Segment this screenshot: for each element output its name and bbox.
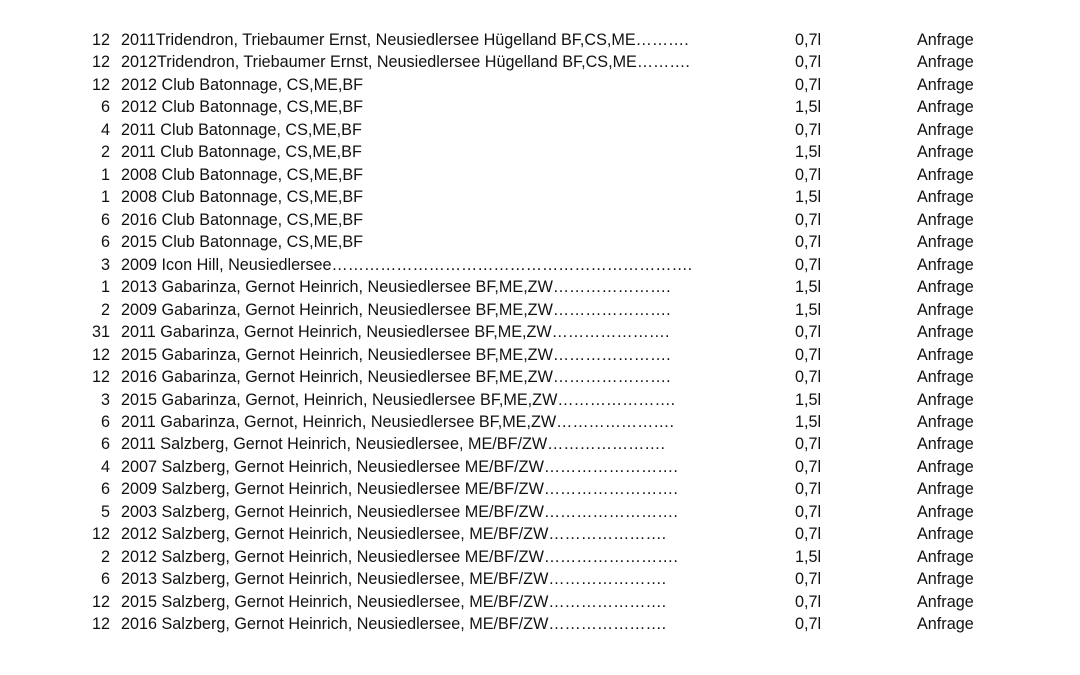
wine-description: 2011Tridendron, Triebaumer Ernst, Neusiedlersee Hügelland BF,CS,ME………. [121, 31, 689, 49]
price-on-request: Anfrage [917, 457, 974, 476]
bottle-size: 0,7l [795, 323, 822, 342]
list-item [0, 254, 1080, 276]
price-on-request: Anfrage [917, 75, 974, 94]
price-on-request: Anfrage [917, 143, 974, 162]
bottle-quantity: 12 [91, 368, 110, 387]
list-item [0, 523, 1080, 545]
wine-description: 2009 Icon Hill, Neusiedlersee…………………………………………………………. [121, 255, 693, 274]
bottle-quantity: 12 [91, 525, 110, 544]
bottle-size: 1,5l [795, 300, 822, 319]
bottle-quantity: 4 [100, 120, 110, 139]
wine-description: 2016 Salzberg, Gernot Heinrich, Neusiedlersee, ME/BF/ZW…………………. [121, 615, 667, 634]
list-item [0, 456, 1080, 478]
price-on-request: Anfrage [917, 233, 974, 252]
bottle-size: 0,7l [795, 615, 822, 634]
bottle-quantity: 12 [91, 345, 110, 364]
list-item [0, 209, 1080, 231]
bottle-quantity: 4 [100, 457, 110, 476]
bottle-size: 0,7l [795, 255, 822, 274]
bottle-size: 0,7l [795, 502, 822, 521]
wine-description: 2015 Club Batonnage, CS,ME,BF [121, 233, 364, 252]
bottle-size: 1,5l [795, 188, 822, 207]
bottle-size: 1,5l [795, 143, 822, 162]
list-item [0, 96, 1080, 118]
bottle-quantity: 6 [100, 435, 110, 454]
wine-description: 2011 Salzberg, Gernot Heinrich, Neusiedlersee, ME/BF/ZW…………………. [121, 435, 665, 454]
bottle-size: 0,7l [795, 570, 822, 589]
bottle-quantity: 1 [100, 165, 110, 184]
bottle-quantity: 1 [100, 278, 110, 297]
bottle-quantity: 31 [91, 323, 110, 342]
wine-description: 2012 Salzberg, Gernot Heinrich, Neusiedlersee, ME/BF/ZW…………………. [121, 525, 667, 544]
wine-description: 2013 Gabarinza, Gernot Heinrich, Neusiedlersee BF,ME,ZW…………………. [121, 278, 671, 297]
list-item [0, 546, 1080, 568]
bottle-quantity: 12 [91, 53, 110, 72]
wine-description: 2011 Club Batonnage, CS,ME,BF [121, 143, 362, 162]
price-on-request: Anfrage [917, 547, 974, 566]
list-item [0, 119, 1080, 141]
list-item [0, 591, 1080, 613]
bottle-quantity: 5 [100, 502, 110, 521]
price-on-request: Anfrage [917, 570, 974, 589]
price-on-request: Anfrage [917, 412, 974, 431]
bottle-quantity: 12 [91, 75, 110, 94]
list-item [0, 501, 1080, 523]
wine-description: 2012 Salzberg, Gernot Heinrich, Neusiedlersee ME/BF/ZW……………………. [121, 547, 678, 566]
bottle-quantity: 12 [91, 31, 110, 49]
price-on-request: Anfrage [917, 31, 974, 49]
list-item [0, 344, 1080, 366]
bottle-quantity: 2 [100, 300, 110, 319]
price-on-request: Anfrage [917, 592, 974, 611]
wine-description: 2015 Salzberg, Gernot Heinrich, Neusiedlersee, ME/BF/ZW…………………. [121, 592, 667, 611]
bottle-size: 1,5l [795, 412, 822, 431]
wine-price-list [0, 29, 1080, 636]
price-on-request: Anfrage [917, 300, 974, 319]
bottle-quantity: 2 [100, 547, 110, 566]
bottle-size: 0,7l [795, 210, 822, 229]
price-on-request: Anfrage [917, 525, 974, 544]
list-item [0, 299, 1080, 321]
list-item [0, 276, 1080, 298]
price-on-request: Anfrage [917, 165, 974, 184]
wine-description: 2003 Salzberg, Gernot Heinrich, Neusiedlersee ME/BF/ZW……………………. [121, 502, 678, 521]
bottle-size: 0,7l [795, 525, 822, 544]
price-on-request: Anfrage [917, 615, 974, 634]
price-on-request: Anfrage [917, 53, 974, 72]
price-on-request: Anfrage [917, 120, 974, 139]
bottle-quantity: 12 [91, 592, 110, 611]
price-on-request: Anfrage [917, 323, 974, 342]
price-on-request: Anfrage [917, 435, 974, 454]
wine-description: 2016 Club Batonnage, CS,ME,BF [121, 210, 364, 229]
bottle-quantity: 6 [100, 480, 110, 499]
bottle-size: 0,7l [795, 120, 822, 139]
list-item [0, 186, 1080, 208]
wine-description: 2012Tridendron, Triebaumer Ernst, Neusiedlersee Hügelland BF,CS,ME………. [121, 53, 690, 72]
list-item [0, 51, 1080, 73]
price-on-request: Anfrage [917, 210, 974, 229]
list-item [0, 389, 1080, 411]
list-item [0, 613, 1080, 635]
list-item [0, 366, 1080, 388]
bottle-size: 0,7l [795, 435, 822, 454]
price-on-request: Anfrage [917, 98, 974, 117]
wine-description: 2011 Club Batonnage, CS,ME,BF [121, 120, 362, 139]
wine-description: 2011 Gabarinza, Gernot, Heinrich, Neusiedlersee BF,ME,ZW…………………. [121, 412, 674, 431]
wine-description: 2009 Gabarinza, Gernot Heinrich, Neusiedlersee BF,ME,ZW…………………. [121, 300, 671, 319]
list-item [0, 29, 1080, 51]
bottle-size: 1,5l [795, 547, 822, 566]
bottle-size: 0,7l [795, 165, 822, 184]
bottle-size: 0,7l [795, 233, 822, 252]
bottle-size: 0,7l [795, 75, 822, 94]
list-item [0, 231, 1080, 253]
price-on-request: Anfrage [917, 368, 974, 387]
wine-description: 2007 Salzberg, Gernot Heinrich, Neusiedlersee ME/BF/ZW……………………. [121, 457, 678, 476]
bottle-quantity: 3 [100, 255, 110, 274]
list-item [0, 433, 1080, 455]
bottle-size: 0,7l [795, 345, 822, 364]
list-item [0, 568, 1080, 590]
bottle-quantity: 6 [100, 210, 110, 229]
bottle-size: 0,7l [795, 31, 822, 49]
price-on-request: Anfrage [917, 345, 974, 364]
list-item [0, 74, 1080, 96]
wine-description: 2008 Club Batonnage, CS,ME,BF [121, 188, 364, 207]
bottle-size: 1,5l [795, 278, 822, 297]
wine-description: 2009 Salzberg, Gernot Heinrich, Neusiedlersee ME/BF/ZW……………………. [121, 480, 678, 499]
wine-description: 2015 Gabarinza, Gernot, Heinrich, Neusiedlersee BF,ME,ZW…………………. [121, 390, 676, 409]
bottle-quantity: 6 [100, 98, 110, 117]
price-on-request: Anfrage [917, 188, 974, 207]
bottle-size: 0,7l [795, 53, 822, 72]
wine-description: 2015 Gabarinza, Gernot Heinrich, Neusiedlersee BF,ME,ZW…………………. [121, 345, 671, 364]
list-item [0, 164, 1080, 186]
list-item [0, 141, 1080, 163]
bottle-size: 1,5l [795, 390, 822, 409]
wine-description: 2016 Gabarinza, Gernot Heinrich, Neusiedlersee BF,ME,ZW…………………. [121, 368, 671, 387]
bottle-quantity: 6 [100, 412, 110, 431]
price-on-request: Anfrage [917, 502, 974, 521]
price-on-request: Anfrage [917, 278, 974, 297]
wine-description: 2012 Club Batonnage, CS,ME,BF [121, 98, 364, 117]
bottle-quantity: 6 [100, 233, 110, 252]
wine-description: 2008 Club Batonnage, CS,ME,BF [121, 165, 364, 184]
bottle-size: 1,5l [795, 98, 822, 117]
price-on-request: Anfrage [917, 390, 974, 409]
list-item [0, 478, 1080, 500]
bottle-quantity: 12 [91, 615, 110, 634]
bottle-quantity: 3 [100, 390, 110, 409]
list-item [0, 321, 1080, 343]
wine-description: 2013 Salzberg, Gernot Heinrich, Neusiedlersee, ME/BF/ZW…………………. [121, 570, 667, 589]
bottle-size: 0,7l [795, 592, 822, 611]
wine-description: 2012 Club Batonnage, CS,ME,BF [121, 75, 364, 94]
bottle-quantity: 6 [100, 570, 110, 589]
bottle-size: 0,7l [795, 480, 822, 499]
price-on-request: Anfrage [917, 480, 974, 499]
bottle-quantity: 2 [100, 143, 110, 162]
price-on-request: Anfrage [917, 255, 974, 274]
list-item [0, 411, 1080, 433]
bottle-quantity: 1 [100, 188, 110, 207]
bottle-size: 0,7l [795, 368, 822, 387]
bottle-size: 0,7l [795, 457, 822, 476]
wine-description: 2011 Gabarinza, Gernot Heinrich, Neusiedlersee BF,ME,ZW…………………. [121, 323, 670, 342]
